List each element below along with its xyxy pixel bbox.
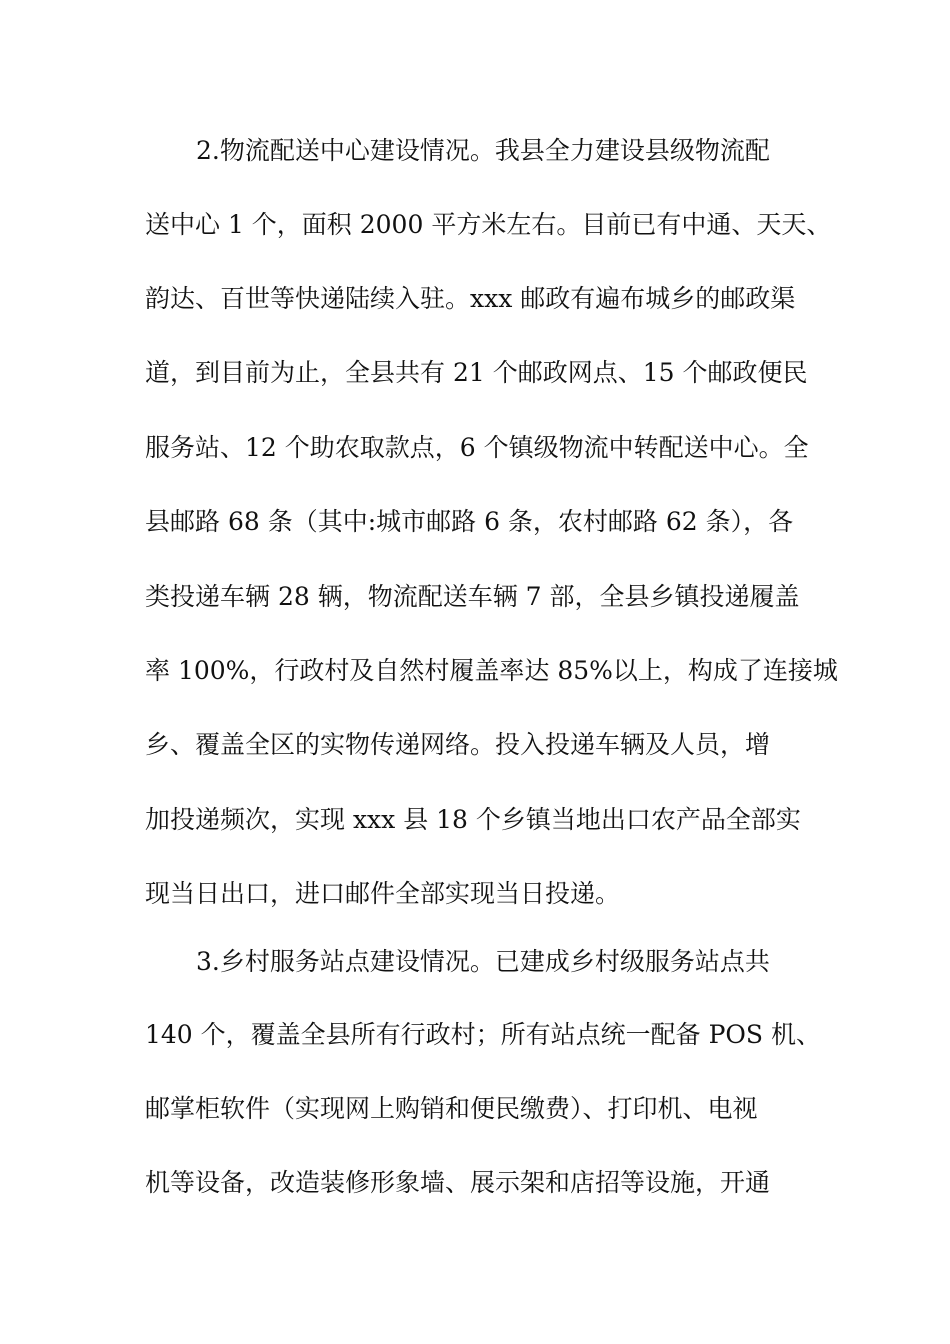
text-line-paragraph-2-start: 2.物流配送中心建设情况。我县全力建设县级物流配	[196, 136, 770, 165]
text-line: 机等设备，改造装修形象墙、展示架和店招等设施，开通	[145, 1168, 771, 1197]
text-line: 县邮路 68 条（其中:城市邮路 6 条，农村邮路 62 条），各	[145, 507, 794, 536]
text-line: 乡、覆盖全区的实物传递网络。投入投递车辆及人员，增	[145, 730, 771, 759]
text-line: 服务站、12 个助农取款点，6 个镇级物流中转配送中心。全	[145, 433, 809, 462]
text-line: 送中心 1 个，面积 2000 平方米左右。目前已有中通、天天、	[145, 210, 832, 239]
text-line: 加投递频次，实现 xxx 县 18 个乡镇当地出口农产品全部实	[145, 805, 801, 834]
text-line: 现当日出口，进口邮件全部实现当日投递。	[145, 879, 621, 908]
text-line: 邮掌柜软件（实现网上购销和便民缴费）、打印机、电视	[145, 1094, 758, 1123]
text-line: 类投递车辆 28 辆，物流配送车辆 7 部，全县乡镇投递履盖	[145, 582, 800, 611]
text-line-paragraph-3-start: 3.乡村服务站点建设情况。已建成乡村级服务站点共	[196, 947, 770, 976]
text-line: 道，到目前为止，全县共有 21 个邮政网点、15 个邮政便民	[145, 358, 808, 387]
text-line: 率 100%，行政村及自然村履盖率达 85%以上，构成了连接城	[145, 656, 838, 685]
text-line: 140 个，覆盖全县所有行政村；所有站点统一配备 POS 机、	[145, 1020, 822, 1049]
text-line: 韵达、百世等快递陆续入驻。xxx 邮政有遍布城乡的邮政渠	[145, 284, 796, 313]
